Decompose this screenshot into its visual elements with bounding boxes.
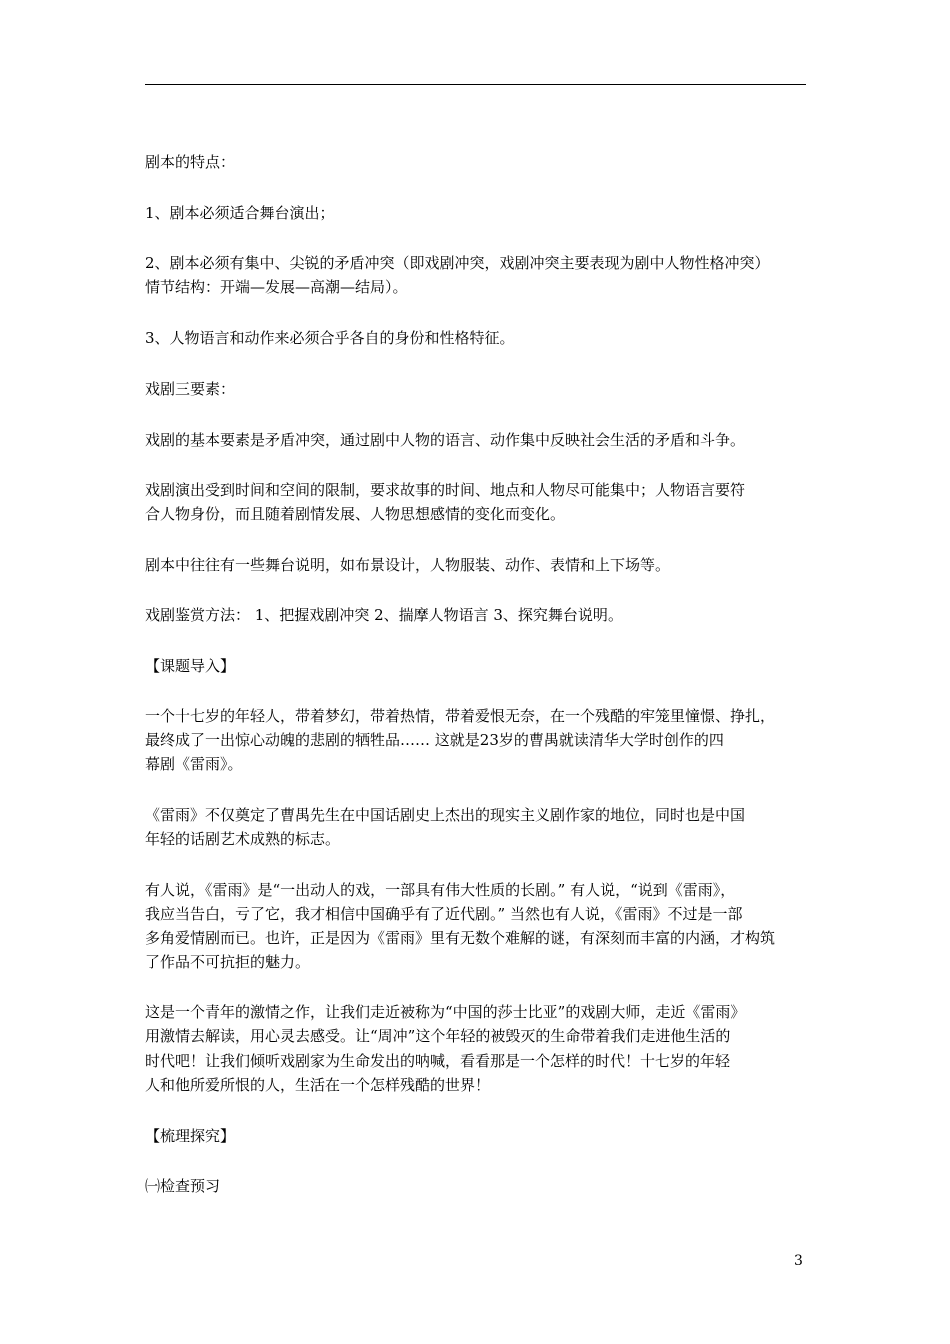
paragraph-line: 2、剧本必须有集中、尖锐的矛盾冲突（即戏剧冲突，戏剧冲突主要表现为剧中人物性格冲突）	[145, 254, 770, 272]
header-rule	[145, 84, 806, 85]
paragraph-line: 一个十七岁的年轻人，带着梦幻，带着热情，带着爱恨无奈，在一个残酷的牢笼里憧憬、挣扎，	[145, 707, 776, 725]
paragraph-line: 最终成了一出惊心动魄的悲剧的牺牲品…… 这就是23岁的曹禺就读清华大学时创作的四	[145, 731, 724, 749]
paragraph-line: 戏剧三要素：	[145, 380, 236, 398]
paragraph-line: 戏剧的基本要素是矛盾冲突，通过剧中人物的语言、动作集中反映社会生活的矛盾和斗争。	[145, 431, 746, 449]
paragraph-line: 幕剧《雷雨》。	[145, 755, 243, 773]
paragraph-line: 年轻的话剧艺术成熟的标志。	[145, 830, 341, 848]
paragraph-line: 【梳理探究】	[145, 1127, 236, 1145]
paragraph-line: 这是一个青年的激情之作，让我们走近被称为“中国的莎士比亚”的戏剧大师，走近《雷雨》	[145, 1003, 746, 1021]
paragraph-line: 剧本中往往有一些舞台说明，如布景设计，人物服装、动作、表情和上下场等。	[145, 556, 671, 574]
paragraph-line: 戏剧演出受到时间和空间的限制，要求故事的时间、地点和人物尽可能集中；人物语言要符	[145, 481, 746, 499]
paragraph-line: 3、人物语言和动作来必须合乎各自的身份和性格特征。	[145, 329, 515, 347]
paragraph-line: ㈠检查预习	[145, 1177, 221, 1195]
paragraph-line: 了作品不可抗拒的魅力。	[145, 953, 311, 971]
paragraph-line: 合人物身份，而且随着剧情发展、人物思想感情的变化而变化。	[145, 505, 566, 523]
paragraph-line: 人和他所爱所恨的人，生活在一个怎样残酷的世界！	[145, 1076, 491, 1094]
paragraph-line: 用激情去解读，用心灵去感受。让“周冲”这个年轻的被毁灭的生命带着我们走进他生活的	[145, 1027, 731, 1045]
paragraph-line: 有人说，《雷雨》是“一出动人的戏，一部具有伟大性质的长剧。” 有人说，“说到《雷雨》，	[145, 881, 736, 899]
paragraph-line: 情节结构：开端—发展—高潮—结局）。	[145, 278, 408, 296]
paragraph-line: 剧本的特点：	[145, 153, 236, 171]
page-number: 3	[794, 1253, 803, 1269]
paragraph-line: 《雷雨》不仅奠定了曹禺先生在中国话剧史上杰出的现实主义剧作家的地位，同时也是中国	[145, 806, 746, 824]
paragraph-line: 时代吧！让我们倾听戏剧家为生命发出的呐喊，看看那是一个怎样的时代！十七岁的年轻	[145, 1052, 731, 1070]
paragraph-line: 戏剧鉴赏方法： 1、把握戏剧冲突 2、揣摩人物语言 3、探究舞台说明。	[145, 606, 623, 624]
paragraph-line: 多角爱情剧而已。也许，正是因为《雷雨》里有无数个难解的谜，有深刻而丰富的内涵，才构筑	[145, 929, 776, 947]
paragraph-line: 1、剧本必须适合舞台演出；	[145, 204, 335, 222]
paragraph-line: 【课题导入】	[145, 657, 236, 675]
paragraph-line: 我应当告白，亏了它，我才相信中国确乎有了近代剧。” 当然也有人说，《雷雨》不过是一部	[145, 905, 743, 923]
